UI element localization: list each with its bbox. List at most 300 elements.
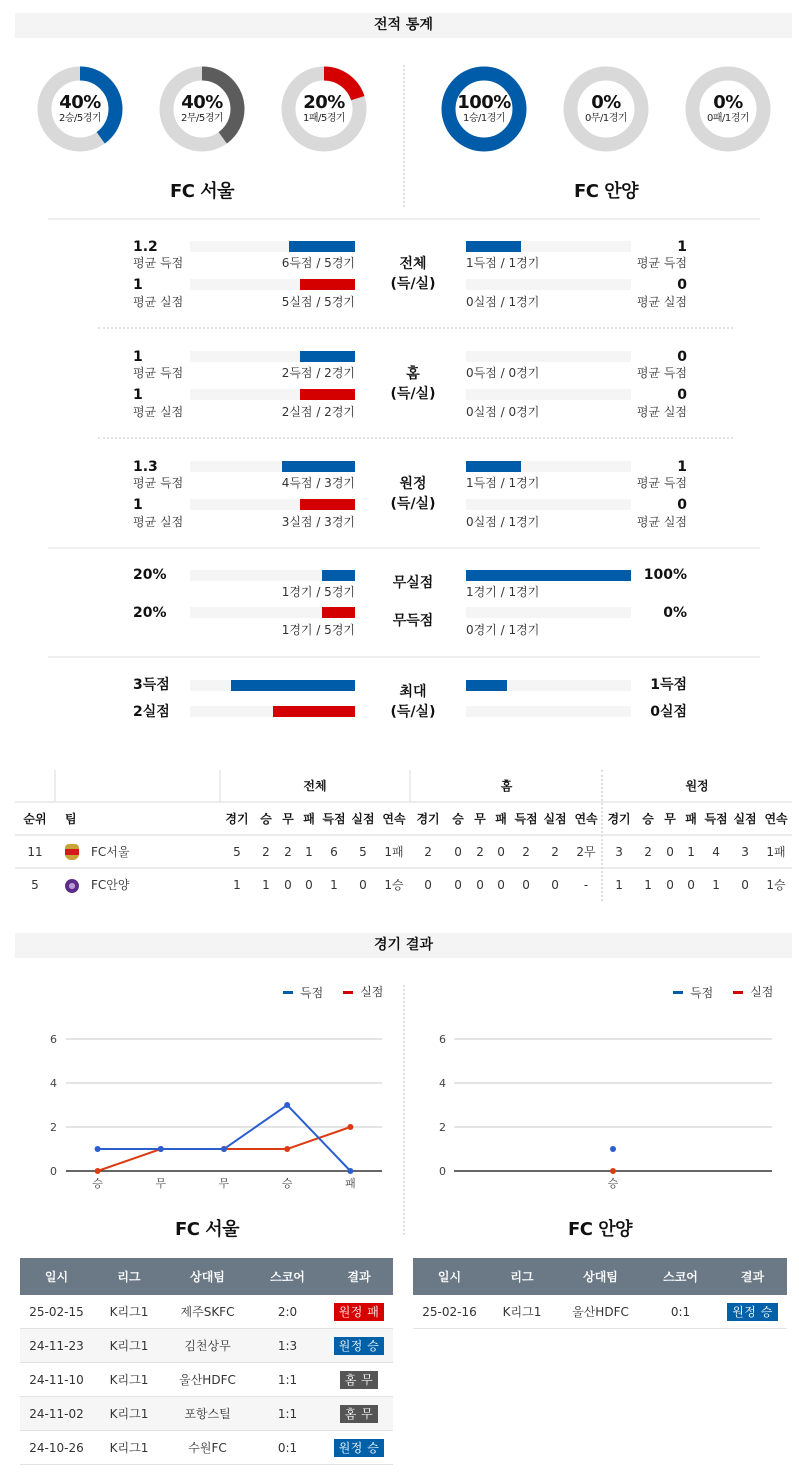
category-line2: (득/실) <box>390 386 436 402</box>
y-tick-label: 4 <box>50 1077 57 1090</box>
home-avg-conceded: 1 <box>133 277 143 293</box>
total-goals-against: 0 <box>359 877 367 892</box>
fc-seoul-logo-icon <box>65 844 79 860</box>
y-tick-label: 6 <box>50 1033 57 1046</box>
away-scored-detail: 1득점 / 1경기 <box>466 476 540 490</box>
col-played: 경기 <box>602 802 636 835</box>
data-point[interactable] <box>284 1102 290 1108</box>
divider <box>98 437 733 439</box>
col-draws: 무 <box>278 802 298 835</box>
match-opponent: 포항스틸 <box>165 1397 250 1431</box>
col-losses: 패 <box>298 802 320 835</box>
col-wins: 승 <box>636 802 660 835</box>
away-conceded-detail: 0실점 / 0경기 <box>466 405 540 419</box>
home-wins: 0 <box>446 835 470 868</box>
col-result: 결과 <box>718 1258 787 1295</box>
total-wins: 1 <box>262 877 270 892</box>
total-wins: 2 <box>254 835 278 868</box>
home-avg-scored: 1.3 <box>133 459 158 475</box>
col-played: 경기 <box>410 802 446 835</box>
home-conceded-detail: 2실점 / 2경기 <box>281 405 355 419</box>
home-max-scored-bar-fill <box>231 680 355 691</box>
away-failed-to-score-detail: 0경기 / 1경기 <box>466 623 540 637</box>
away-conceded-bar <box>466 279 631 290</box>
col-rank: 순위 <box>15 802 55 835</box>
match-score: 1:1 <box>250 1397 325 1431</box>
data-point[interactable] <box>284 1146 290 1152</box>
away-avg-conceded-label: 평균 실점 <box>636 515 687 529</box>
away-clean-sheet-pct: 100% <box>643 567 687 583</box>
series-line <box>98 1105 351 1171</box>
match-result-cell <box>325 1431 393 1465</box>
col-goals-for: 득점 <box>702 802 730 835</box>
home-max-conceded: 2실점 <box>133 704 170 720</box>
col-opponent: 상대팀 <box>558 1258 643 1295</box>
donut-away-draw <box>563 66 649 152</box>
chart-legend-home <box>283 985 383 1000</box>
away-clean-sheet-detail: 1경기 / 1경기 <box>466 585 540 599</box>
away-avg-scored-label: 평균 득점 <box>636 256 687 270</box>
away-scored-bar <box>466 461 631 472</box>
failed-to-score-label: 무득점 <box>392 613 434 629</box>
home-played: 0 <box>424 877 432 892</box>
table-row <box>15 868 792 900</box>
col-score: 스코어 <box>643 1258 718 1295</box>
match-score: 1:3 <box>250 1329 325 1363</box>
col-losses: 패 <box>490 802 512 835</box>
match-league: K리그1 <box>93 1295 165 1329</box>
home-conceded-bar-fill <box>300 499 355 510</box>
col-wins: 승 <box>446 802 470 835</box>
home-avg-scored-label: 평균 득점 <box>133 366 184 380</box>
home-avg-conceded-label: 평균 실점 <box>133 405 184 419</box>
result-badge: 원정 승 <box>334 1337 385 1355</box>
away-failed-to-score-bar <box>466 607 631 618</box>
home-scored-detail: 4득점 / 3경기 <box>281 476 355 490</box>
donut-percent: 40% <box>59 92 101 113</box>
away-scored-detail: 0득점 / 0경기 <box>466 366 540 380</box>
away-avg-scored-label: 평균 득점 <box>636 476 687 490</box>
total-losses: 1 <box>298 835 320 868</box>
away-avg-scored: 0 <box>677 349 687 365</box>
home-avg-scored-label: 평균 득점 <box>133 476 184 490</box>
home-clean-sheet-bar-fill <box>322 570 355 581</box>
away-scored-bar <box>466 351 631 362</box>
max-goals-label <box>363 682 463 722</box>
team-divider <box>403 65 405 207</box>
match-score: 0:1 <box>643 1295 718 1329</box>
legend-conceded: 실점 <box>750 985 774 999</box>
home-wins: 0 <box>454 877 462 892</box>
home-scored-bar-fill <box>282 461 355 472</box>
col-streak: 연속 <box>378 802 410 835</box>
home-conceded-bar <box>190 389 355 400</box>
away-avg-scored-label: 평균 득점 <box>636 366 687 380</box>
match-result-cell <box>718 1295 787 1329</box>
total-goals-for: 6 <box>320 835 348 868</box>
home-losses: 0 <box>490 835 512 868</box>
table-row[interactable] <box>413 1295 787 1329</box>
match-result-cell <box>325 1397 393 1431</box>
match-league: K리그1 <box>486 1295 558 1329</box>
team-cell[interactable] <box>55 868 220 900</box>
col-result: 결과 <box>325 1258 393 1295</box>
standings-group-header <box>15 770 792 802</box>
total-streak: 1패 <box>378 835 410 868</box>
away-avg-conceded-label: 평균 실점 <box>636 405 687 419</box>
x-tick-label: 승 <box>92 1177 103 1190</box>
home-max-conceded-bar <box>190 706 355 717</box>
total-played: 1 <box>233 877 241 892</box>
away-losses: 0 <box>687 877 695 892</box>
conceded-legend-marker-icon <box>733 991 743 994</box>
away-played: 1 <box>615 877 623 892</box>
col-league: 리그 <box>93 1258 165 1295</box>
y-tick-label: 2 <box>50 1121 57 1134</box>
total-goals-for: 1 <box>330 877 338 892</box>
legend-scored: 득점 <box>690 985 714 1000</box>
data-point[interactable] <box>158 1146 164 1152</box>
team-name: FC서울 <box>91 844 130 859</box>
away-avg-conceded-label: 평균 실점 <box>636 295 687 309</box>
results-section-header: 경기 결과 <box>15 933 792 958</box>
away-results-title: FC 안양 <box>567 1219 633 1240</box>
away-avg-conceded: 0 <box>677 387 687 403</box>
data-point[interactable] <box>221 1146 227 1152</box>
match-opponent: 울산HDFC <box>165 1363 250 1397</box>
category-line2: (득/실) <box>390 276 436 292</box>
match-date: 25-02-16 <box>413 1295 486 1329</box>
donut-away-loss <box>685 66 771 152</box>
total-played: 5 <box>220 835 254 868</box>
total-streak: 1승 <box>384 878 404 892</box>
standings-divider <box>601 770 603 901</box>
col-losses: 패 <box>680 802 702 835</box>
home-failed-to-score-pct: 20% <box>133 605 167 621</box>
home-avg-conceded: 1 <box>133 387 143 403</box>
col-goals-for: 득점 <box>320 802 348 835</box>
home-clean-sheet-pct: 20% <box>133 567 167 583</box>
col-date: 일시 <box>413 1258 486 1295</box>
away-wins: 2 <box>636 835 660 868</box>
data-point[interactable] <box>610 1168 616 1174</box>
home-scored-bar-fill <box>300 351 355 362</box>
col-draws: 무 <box>470 802 490 835</box>
away-conceded-bar <box>466 389 631 400</box>
away-scored-bar-fill <box>466 461 521 472</box>
away-conceded-detail: 0실점 / 1경기 <box>466 515 540 529</box>
away-clean-sheet-bar <box>466 570 631 581</box>
home-draws: 0 <box>476 877 484 892</box>
match-score: 0:1 <box>250 1431 325 1465</box>
away-team-name: FC 안양 <box>573 181 639 202</box>
result-badge: 원정 패 <box>334 1303 385 1321</box>
donut-caption: 2무/5경기 <box>180 113 224 124</box>
home-clean-sheet-detail: 1경기 / 5경기 <box>281 585 355 599</box>
away-scored-bar-fill <box>466 241 521 252</box>
col-played: 경기 <box>220 802 254 835</box>
donut-percent: 100% <box>457 92 511 113</box>
away-goals-line-chart <box>400 1020 799 1195</box>
legend-scored: 득점 <box>300 985 324 1000</box>
away-played: 3 <box>602 835 636 868</box>
clean-sheet-label: 무실점 <box>392 575 434 591</box>
category-line1: 최대 <box>399 684 427 700</box>
home-recent-matches-table <box>20 1258 393 1465</box>
standings-table <box>15 770 792 900</box>
away-losses: 1 <box>680 835 702 868</box>
away-scored-detail: 1득점 / 1경기 <box>466 256 540 270</box>
rank: 5 <box>31 877 39 892</box>
match-date: 24-11-10 <box>20 1363 93 1397</box>
y-tick-label: 0 <box>50 1165 57 1178</box>
home-goals-line-chart <box>0 1020 400 1195</box>
stat-category-label <box>363 474 463 514</box>
away-streak: 1패 <box>760 835 792 868</box>
table-header <box>20 1258 393 1295</box>
home-losses: 0 <box>497 877 505 892</box>
donut-percent: 40% <box>181 92 223 113</box>
match-league: K리그1 <box>93 1363 165 1397</box>
match-date: 25-02-15 <box>20 1295 93 1329</box>
category-line1: 홈 <box>406 366 420 382</box>
data-point[interactable] <box>347 1168 353 1174</box>
home-avg-conceded-label: 평균 실점 <box>133 295 184 309</box>
col-streak: 연속 <box>760 802 792 835</box>
x-tick-label: 패 <box>345 1177 356 1190</box>
home-results-title: FC 서울 <box>174 1219 240 1240</box>
stats-section-header: 전적 통계 <box>15 13 792 38</box>
home-conceded-detail: 5실점 / 5경기 <box>281 295 355 309</box>
away-wins: 1 <box>644 877 652 892</box>
category-line1: 원정 <box>399 476 427 492</box>
match-league: K리그1 <box>93 1431 165 1465</box>
away-avg-scored: 1 <box>677 239 687 255</box>
conceded-legend-marker-icon <box>343 991 353 994</box>
col-league: 리그 <box>486 1258 558 1295</box>
away-failed-to-score-pct: 0% <box>663 605 687 621</box>
home-draws: 2 <box>470 835 490 868</box>
table-row[interactable] <box>20 1431 393 1465</box>
table-row <box>15 835 792 868</box>
divider <box>98 327 733 329</box>
col-streak: 연속 <box>570 802 602 835</box>
result-badge: 홈 무 <box>340 1371 379 1389</box>
rank: 11 <box>15 835 55 868</box>
away-clean-sheet-bar-fill <box>466 570 631 581</box>
donut-percent: 0% <box>713 92 743 113</box>
match-result-cell <box>325 1295 393 1329</box>
home-streak: 2무 <box>570 835 602 868</box>
match-result-cell <box>325 1329 393 1363</box>
table-row[interactable] <box>20 1295 393 1329</box>
away-avg-scored: 1 <box>677 459 687 475</box>
donut-caption: 1패/5경기 <box>302 113 346 124</box>
home-conceded-detail: 3실점 / 3경기 <box>281 515 355 529</box>
away-avg-conceded: 0 <box>677 277 687 293</box>
donut-away-win <box>441 66 527 152</box>
home-failed-to-score-bar-fill <box>322 607 355 618</box>
donut-percent: 0% <box>591 92 621 113</box>
away-draws: 0 <box>660 835 680 868</box>
home-failed-to-score-detail: 1경기 / 5경기 <box>281 623 355 637</box>
match-date: 24-11-23 <box>20 1329 93 1363</box>
home-conceded-bar <box>190 279 355 290</box>
home-conceded-bar <box>190 499 355 510</box>
category-line2: (득/실) <box>390 704 436 720</box>
donut-caption: 0패/1경기 <box>706 113 750 124</box>
divider <box>48 218 760 220</box>
divider <box>48 656 760 658</box>
home-goals-against: 2 <box>540 835 570 868</box>
match-score: 2:0 <box>250 1295 325 1329</box>
away-max-conceded-bar <box>466 706 631 717</box>
away-max-scored-bar <box>466 680 631 691</box>
y-tick-label: 0 <box>439 1165 446 1178</box>
data-point[interactable] <box>95 1146 101 1152</box>
col-draws: 무 <box>660 802 680 835</box>
team-divider <box>403 985 405 1235</box>
table-row[interactable] <box>20 1397 393 1431</box>
home-goals-for: 2 <box>512 835 540 868</box>
table-row[interactable] <box>20 1329 393 1363</box>
stat-category-label <box>363 254 463 294</box>
scored-legend-marker-icon <box>283 991 293 994</box>
donut-caption: 0무/1경기 <box>584 113 628 124</box>
away-goals-for: 1 <box>712 877 720 892</box>
home-scored-detail: 2득점 / 2경기 <box>281 366 355 380</box>
match-date: 24-11-02 <box>20 1397 93 1431</box>
table-header <box>413 1258 787 1295</box>
col-opponent: 상대팀 <box>165 1258 250 1295</box>
away-goals-for: 4 <box>702 835 730 868</box>
home-team-name: FC 서울 <box>169 181 235 202</box>
home-streak: - <box>583 877 589 892</box>
stat-category-label <box>363 364 463 404</box>
col-goals-against: 실점 <box>730 802 760 835</box>
x-tick-label: 무 <box>155 1177 167 1190</box>
home-avg-scored: 1 <box>133 349 143 365</box>
home-max-scored: 3득점 <box>133 677 170 693</box>
category-line1: 전체 <box>399 256 427 272</box>
home-scored-bar <box>190 461 355 472</box>
donut-home-loss <box>281 66 367 152</box>
home-conceded-bar-fill <box>300 279 355 290</box>
home-max-scored-bar <box>190 680 355 691</box>
table-row[interactable] <box>20 1363 393 1397</box>
home-max-conceded-bar-fill <box>273 706 356 717</box>
away-avg-conceded: 0 <box>677 497 687 513</box>
total-draws: 2 <box>278 835 298 868</box>
match-result-cell <box>325 1363 393 1397</box>
data-point[interactable] <box>95 1168 101 1174</box>
donut-home-draw <box>159 66 245 152</box>
standings-column-header <box>15 802 792 835</box>
home-goals-against: 0 <box>551 877 559 892</box>
match-score: 1:1 <box>250 1363 325 1397</box>
team-group-cell <box>55 770 220 802</box>
home-scored-bar <box>190 351 355 362</box>
col-score: 스코어 <box>250 1258 325 1295</box>
rank-group-cell <box>15 770 55 802</box>
data-point[interactable] <box>610 1146 616 1152</box>
group-header-home: 홈 <box>410 770 602 802</box>
home-avg-scored-label: 평균 득점 <box>133 256 184 270</box>
home-avg-scored: 1.2 <box>133 239 158 255</box>
donut-caption: 2승/5경기 <box>58 113 102 124</box>
away-conceded-detail: 0실점 / 1경기 <box>466 295 540 309</box>
scored-legend-marker-icon <box>673 991 683 994</box>
home-scored-bar <box>190 241 355 252</box>
home-avg-conceded: 1 <box>133 497 143 513</box>
total-losses: 0 <box>305 877 313 892</box>
col-goals-against: 실점 <box>348 802 378 835</box>
x-tick-label: 승 <box>607 1177 619 1190</box>
x-tick-label: 무 <box>218 1177 230 1190</box>
away-scored-bar <box>466 241 631 252</box>
away-max-conceded: 0실점 <box>650 704 687 720</box>
home-goals-for: 0 <box>522 877 530 892</box>
total-draws: 0 <box>284 877 292 892</box>
match-date: 24-10-26 <box>20 1431 93 1465</box>
home-played: 2 <box>410 835 446 868</box>
category-line2: (득/실) <box>390 496 436 512</box>
home-failed-to-score-bar <box>190 607 355 618</box>
divider <box>48 547 760 549</box>
match-opponent: 김천상무 <box>165 1329 250 1363</box>
y-tick-label: 2 <box>439 1121 446 1134</box>
away-conceded-bar <box>466 499 631 510</box>
data-point[interactable] <box>347 1124 353 1130</box>
y-tick-label: 4 <box>439 1077 446 1090</box>
col-goals-against: 실점 <box>540 802 570 835</box>
group-header-away: 원정 <box>602 770 792 802</box>
home-scored-detail: 6득점 / 5경기 <box>281 256 355 270</box>
home-conceded-bar-fill <box>300 389 355 400</box>
team-name: FC안양 <box>91 878 130 892</box>
away-max-scored-bar-fill <box>466 680 507 691</box>
team-cell[interactable] <box>55 835 220 868</box>
away-goals-against: 3 <box>730 835 760 868</box>
away-goals-against: 0 <box>741 877 749 892</box>
match-league: K리그1 <box>93 1397 165 1431</box>
col-date: 일시 <box>20 1258 93 1295</box>
home-avg-conceded-label: 평균 실점 <box>133 515 184 529</box>
away-draws: 0 <box>666 877 674 892</box>
match-opponent: 울산HDFC <box>558 1295 643 1329</box>
result-badge: 원정 승 <box>334 1439 385 1457</box>
fc-anyang-logo-icon <box>65 879 79 893</box>
match-league: K리그1 <box>93 1329 165 1363</box>
away-recent-matches-table <box>413 1258 787 1329</box>
total-goals-against: 5 <box>348 835 378 868</box>
col-wins: 승 <box>254 802 278 835</box>
match-opponent: 수원FC <box>165 1431 250 1465</box>
y-tick-label: 6 <box>439 1033 446 1046</box>
col-team: 팀 <box>55 802 220 835</box>
result-badge: 홈 무 <box>340 1405 379 1423</box>
home-scored-bar-fill <box>289 241 355 252</box>
x-tick-label: 승 <box>281 1177 293 1190</box>
away-max-scored: 1득점 <box>650 677 687 693</box>
result-badge: 원정 승 <box>727 1303 778 1321</box>
col-goals-for: 득점 <box>512 802 540 835</box>
donut-caption: 1승/1경기 <box>462 113 506 124</box>
chart-legend-away <box>673 985 773 1000</box>
match-opponent: 제주SKFC <box>165 1295 250 1329</box>
legend-conceded: 실점 <box>360 985 384 999</box>
group-header-total: 전체 <box>220 770 410 802</box>
